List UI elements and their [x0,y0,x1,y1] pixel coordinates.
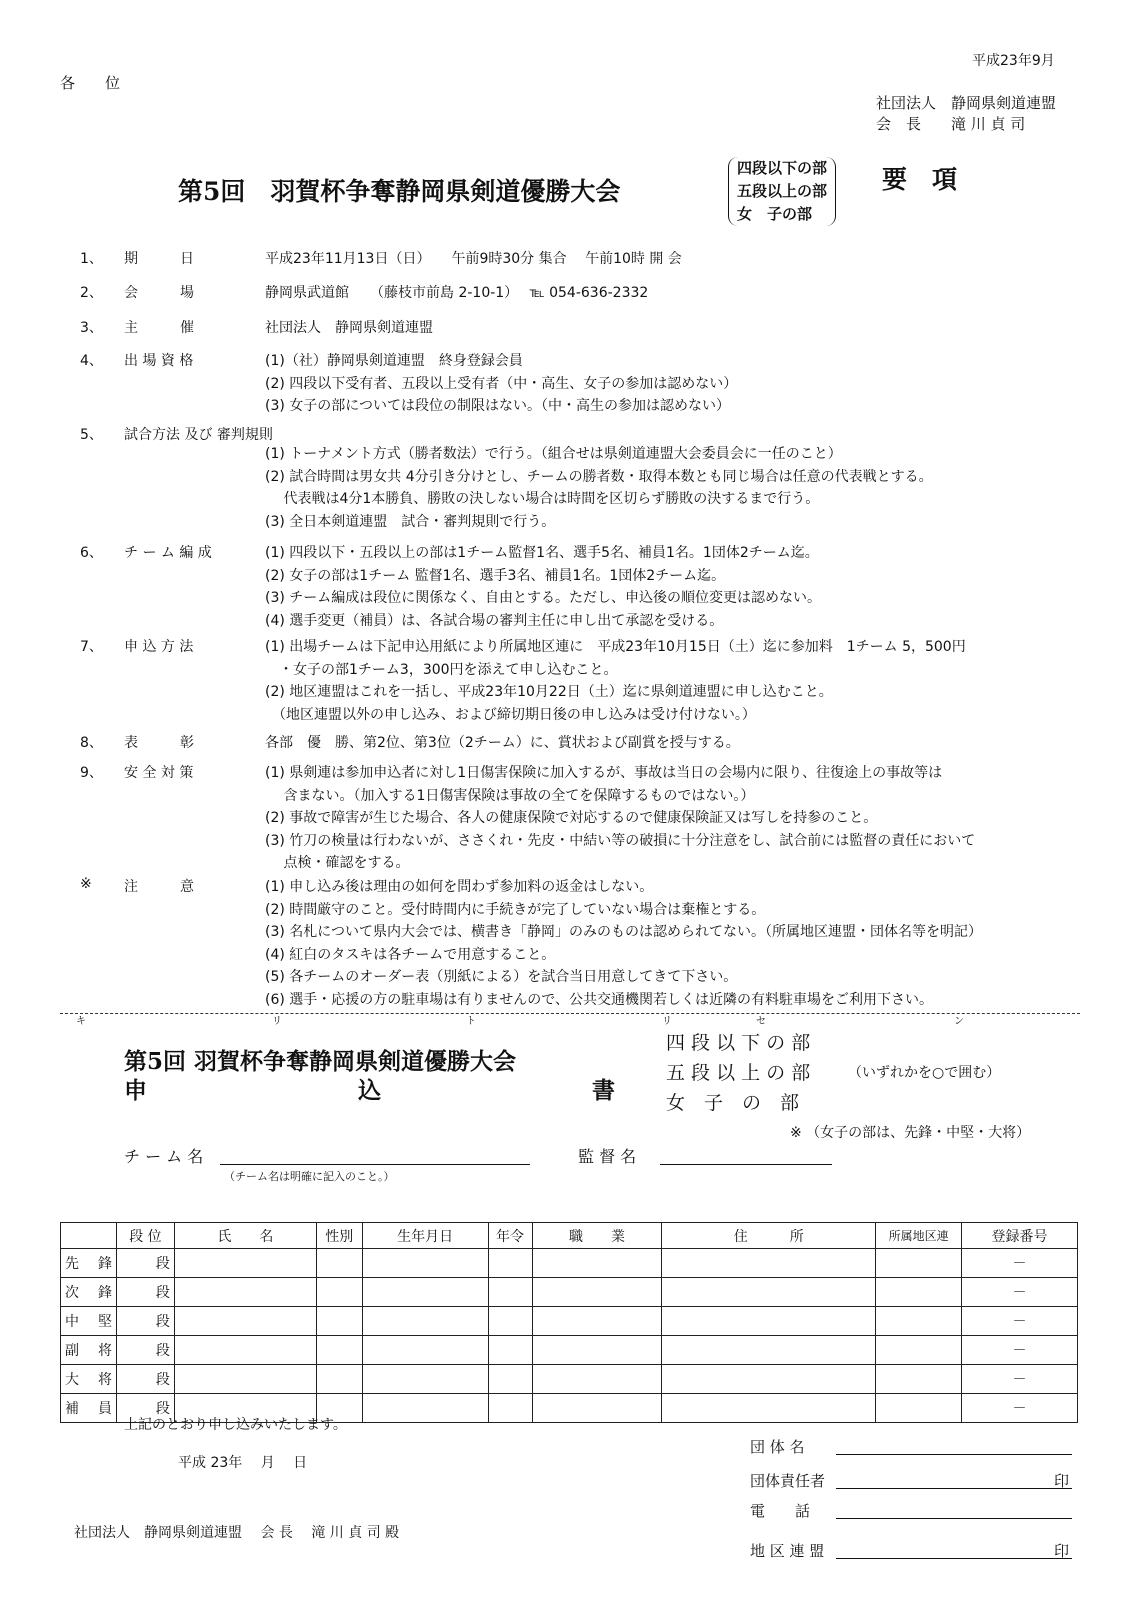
entry-cell[interactable] [876,1278,962,1307]
table-row [61,1307,1078,1336]
division-item: 四段以下の部 [737,159,828,177]
entry-cell[interactable] [876,1336,962,1365]
section-label: 表 彰 [124,735,194,751]
section-number: 1、 [80,251,103,267]
division-item: 五段以上の部 [737,182,828,200]
entry-cell[interactable] [174,1336,316,1365]
entry-cell[interactable] [488,1365,532,1394]
cut-line-char: ト [466,1016,476,1027]
section-number: 4、 [80,353,103,369]
section-line: 含まない。（加入する1日傷害保険は事故の全てを保障するものではない。） [265,787,755,804]
section-line: (4) 紅白のタスキは各チームで用意すること。 [265,946,556,963]
position-cell: 副 将 [61,1336,117,1365]
section-label: 申 込 方 法 [124,639,194,655]
applicant-field-label: 団体責任者 [750,1472,826,1490]
team-name-field[interactable] [220,1164,530,1165]
seal-mark: 印 [1054,1542,1070,1560]
women-note: ※ （女子の部は、先鋒・中堅・大将） [790,1125,1031,1141]
entry-cell[interactable] [876,1365,962,1394]
seal-mark: 印 [1054,1472,1070,1490]
applicant-field-label: 電 話 [750,1502,811,1520]
entry-cell[interactable] [174,1365,316,1394]
applicant-field-input[interactable] [836,1518,1072,1519]
coach-name-field[interactable] [660,1164,832,1165]
header-cell: 生年月日 [362,1223,488,1249]
section-line: (1) 出場チームは下記申込用紙により所属地区連に 平成23年10月15日（土）迄に参加料 1チーム 5，500円 [265,639,966,655]
entry-cell[interactable] [532,1278,662,1307]
applicant-field-label: 地 区 連 盟 [750,1542,825,1560]
entry-cell[interactable] [316,1307,362,1336]
entry-cell[interactable] [532,1394,662,1423]
entry-cell[interactable] [532,1365,662,1394]
header-cell: 職 業 [532,1223,662,1249]
section-number: 7、 [80,639,103,655]
registration-cell[interactable]: － [962,1336,1078,1365]
document-date: 平成23年9月 [972,53,1055,69]
entry-cell[interactable] [662,1394,876,1423]
header-cell: 年令 [488,1223,532,1249]
section-number: 9、 [80,765,103,781]
coach-name-label: 監 督 名 [578,1147,637,1166]
section-line: (3) チーム編成は段位に関係なく、自由とする。ただし、申込後の順位変更は認めない。 [265,590,821,606]
section-line: (5) 各チームのオーダー表（別紙による）を試合当日用意してきて下さい。 [265,969,738,985]
issuer-org: 社団法人 静岡県剣道連盟 [876,94,1057,112]
section-number: 3、 [80,320,103,336]
section-line: (2) 試合時間は男女共 4分引き分けとし、チームの勝者数・取得本数とも同じ場合は任意の代表戦とする。 [265,468,933,485]
issuer-president: 会 長 滝 川 貞 司 [876,115,1026,133]
entry-cell[interactable] [662,1365,876,1394]
team-name-label: チ ー ム 名 [124,1147,204,1166]
registration-cell[interactable]: － [962,1278,1078,1307]
apply-date: 平成 23年 月 日 [178,1455,308,1471]
entry-cell[interactable] [174,1278,316,1307]
form-title-shin: 申 [124,1077,147,1104]
cut-line-char: ン [954,1016,964,1027]
form-title: 第5回 羽賀杯争奪静岡県剣道優勝大会 [124,1048,517,1075]
section-line: 平成23年11月13日（日） 午前9時30分 集合 午前10時 開 会 [265,251,682,267]
form-division-list [666,1028,810,1118]
section-line: (2) 地区連盟はこれを一括し、平成23年10月22日（土）迄に県剣道連盟に申し込むこと。 [265,684,833,700]
header-cell: 氏 名 [174,1223,316,1249]
entry-cell[interactable] [488,1307,532,1336]
section-label: チ ー ム 編 成 [124,545,212,561]
entry-cell[interactable] [532,1336,662,1365]
section-line: 代表戦は4分1本勝負、勝敗の決しない場合は時間を区切らず勝敗の決するまで行う。 [265,491,820,507]
addressee: 各 位 [60,74,121,92]
form-title-sho: 書 [592,1077,615,1104]
position-cell: 中 堅 [61,1307,117,1336]
position-cell: 先 鋒 [61,1249,117,1278]
applicant-field-input[interactable] [836,1558,1072,1559]
dan-cell[interactable]: 段 [116,1278,174,1307]
section-line: ・女子の部1チーム3，300円を添えて申し込むこと。 [265,661,618,678]
section-label: 安 全 対 策 [124,765,194,781]
entry-cell[interactable] [662,1307,876,1336]
section-line: (2) 女子の部は1チーム 監督1名、選手3名、補員1名。1団体2チーム迄。 [265,567,726,584]
team-name-note: （チーム名は明確に記入のこと。） [224,1170,395,1183]
table-row [61,1249,1078,1278]
section-number: 2、 [80,285,103,301]
section-label: 試合方法 及び 審判規則 [124,427,273,443]
entry-cell[interactable] [488,1278,532,1307]
entry-cell[interactable] [316,1278,362,1307]
cut-line-char: セ [756,1016,766,1027]
circle-note: （いずれかを○で囲む） [848,1065,1001,1081]
section-line: (1) 四段以下・五段以上の部は1チーム監督1名、選手5名、補員1名。1団体2チーム迄。 [265,545,819,561]
form-title-komi: 込 [358,1077,381,1104]
section-line: (3) 竹刀の検量は行わないが、ささくれ・先皮・中結い等の破損に十分注意をし、試合前には監督の責任において [265,832,976,849]
entry-cell[interactable] [876,1249,962,1278]
entry-cell[interactable] [362,1278,488,1307]
section-line: (1) 申し込み後は理由の如何を問わず参加料の返金はしない。 [265,879,654,895]
dan-cell[interactable]: 段 [116,1336,174,1365]
section-line: (1) トーナメント方式（勝者数法）で行う。（組合せは県剣道連盟大会委員会に一任のこと） [265,446,842,462]
entry-cell[interactable] [362,1365,488,1394]
dan-cell[interactable]: 段 [116,1249,174,1278]
section-line: 社団法人 静岡県剣道連盟 [265,320,433,336]
cut-line-char: リ [272,1016,282,1027]
registration-cell[interactable]: － [962,1394,1078,1423]
entry-cell[interactable] [532,1249,662,1278]
section-label: 期 日 [124,251,194,267]
cut-line-char: リ [662,1016,672,1027]
entry-cell[interactable] [316,1249,362,1278]
table-row [61,1365,1078,1394]
entry-table [60,1222,1078,1423]
form-division-item: 女 子 の 部 [666,1092,800,1114]
registration-cell[interactable]: － [962,1365,1078,1394]
entry-cell[interactable] [174,1307,316,1336]
section-line: (1) 県剣連は参加申込者に対し1日傷害保険に加入するが、事故は当日の会場内に限り、往復途上の事故等は [265,765,943,781]
title-suffix: 要 項 [882,165,958,194]
table-header-row [61,1223,1078,1249]
entry-cell[interactable] [488,1249,532,1278]
header-cell: 住 所 [662,1223,876,1249]
apply-statement: 上記のとおり申し込みいたします。 [124,1417,347,1433]
applicant-field-input[interactable] [836,1454,1072,1455]
form-division-item: 五 段 以 上 の 部 [666,1062,811,1084]
position-cell: 次 鋒 [61,1278,117,1307]
position-cell: 大 将 [61,1365,117,1394]
section-line: (4) 選手変更（補員）は、各試合場の審判主任に申し出て承認を受ける。 [265,612,724,629]
section-line: (1)（社）静岡県剣道連盟 終身登録会員 [265,353,523,369]
entry-cell[interactable] [488,1394,532,1423]
section-line: (3) 全日本剣道連盟 試合・審判規則で行う。 [265,513,556,530]
position-cell: 補 員 [61,1394,117,1423]
division-item: 女 子の部 [737,205,813,223]
section-line: 静岡県武道館 （藤枝市前島 2-10-1） ℡ 054-636-2332 [265,285,649,301]
entry-cell[interactable] [876,1394,962,1423]
section-number: ※ [80,876,92,892]
section-line: （地区連盟以外の申し込み、および締切期日後の申し込みは受け付けない。） [265,706,756,723]
section-label: 出 場 資 格 [124,353,194,369]
form-addressee: 社団法人 静岡県剣道連盟 会 長 滝 川 貞 司 殿 [74,1525,400,1541]
division-bracket [728,157,836,226]
cut-line [60,1013,1080,1014]
header-cell: 所属地区連 [876,1223,962,1249]
section-label: 注 意 [124,879,194,895]
entry-cell[interactable] [362,1394,488,1423]
header-cell: 登録番号 [962,1223,1078,1249]
page-title: 第5回 羽賀杯争奪静岡県剣道優勝大会 [178,177,621,206]
entry-cell[interactable] [662,1249,876,1278]
section-number: 6、 [80,545,103,561]
header-cell: 段 位 [116,1223,174,1249]
entry-cell[interactable] [362,1307,488,1336]
entry-cell[interactable] [362,1249,488,1278]
dan-cell[interactable]: 段 [116,1394,174,1423]
entry-cell[interactable] [662,1278,876,1307]
section-line: (6) 選手・応援の方の駐車場は有りませんので、公共交通機関若しくは近隣の有料駐車場をご利用下さい。 [265,991,933,1008]
registration-cell[interactable]: － [962,1307,1078,1336]
section-line: (3) 女子の部については段位の制限はない。（中・高生の参加は認めない） [265,398,730,414]
form-division-item: 四 段 以 下 の 部 [666,1032,811,1054]
section-label: 主 催 [124,320,194,336]
header-cell [61,1223,117,1249]
table-row [61,1336,1078,1365]
header-cell: 性別 [316,1223,362,1249]
dan-cell[interactable]: 段 [116,1365,174,1394]
section-number: 5、 [80,427,103,443]
dan-cell[interactable]: 段 [116,1307,174,1336]
table-row [61,1278,1078,1307]
entry-cell[interactable] [876,1307,962,1336]
entry-cell[interactable] [174,1249,316,1278]
section-line: 点検・確認をする。 [265,855,410,871]
section-line: (2) 事故で障害が生じた場合、各人の健康保険で対応するので健康保険証又は写しを持参のこと。 [265,810,878,826]
entry-cell[interactable] [488,1336,532,1365]
section-label: 会 場 [124,285,194,301]
section-line: (3) 名札について県内大会では、横書き「静岡」のみのものは認められてない。（所属地区連盟・団体名等を明記） [265,924,982,940]
entry-cell[interactable] [316,1365,362,1394]
applicant-field-label: 団 体 名 [750,1438,805,1456]
entry-cell[interactable] [532,1307,662,1336]
entry-cell[interactable] [316,1336,362,1365]
registration-cell[interactable]: － [962,1249,1078,1278]
applicant-field-input[interactable] [836,1488,1072,1489]
cut-line-char: キ [76,1016,86,1027]
section-line: 各部 優 勝、第2位、第3位（2チーム）に、賞状および副賞を授与する。 [265,735,740,751]
entry-cell[interactable] [362,1336,488,1365]
section-line: (2) 四段以下受有者、五段以上受有者（中・高生、女子の参加は認めない） [265,375,738,392]
section-number: 8、 [80,735,103,751]
section-line: (2) 時間厳守のこと。受付時間内に手続きが完了していない場合は棄権とする。 [265,901,766,918]
entry-cell[interactable] [662,1336,876,1365]
